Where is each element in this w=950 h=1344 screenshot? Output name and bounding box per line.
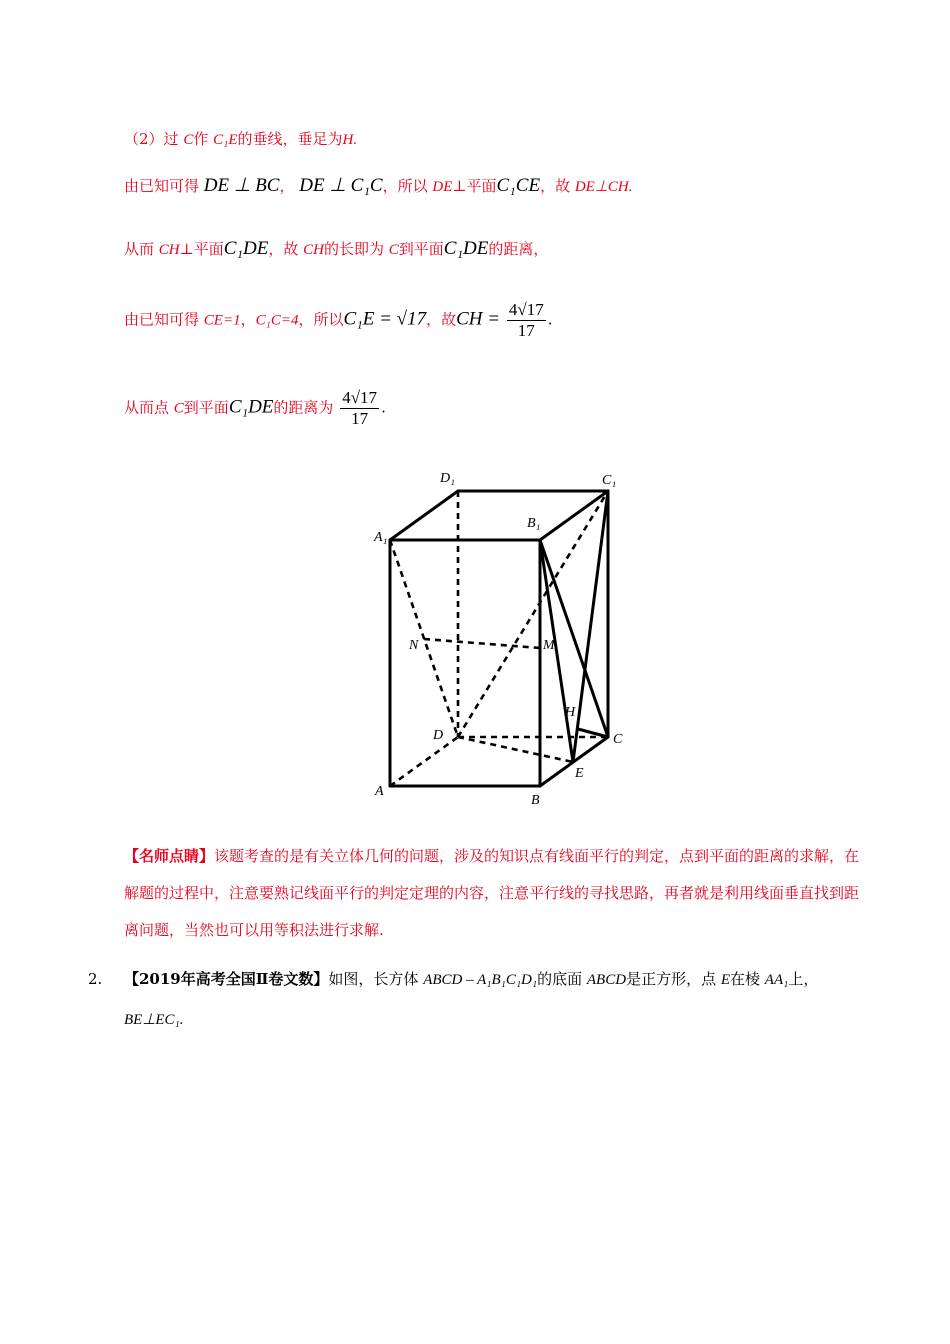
text: 作 [193, 130, 214, 148]
text: 是正方形，点 [626, 970, 721, 988]
hidden-D-E [458, 737, 573, 762]
text: 的距离， [488, 240, 549, 258]
math-expr: C₁E = √17 [343, 308, 427, 330]
label-B: B [531, 793, 540, 808]
text: 从而 [124, 240, 159, 258]
math: C₁E [213, 132, 238, 148]
solution-line-1 [124, 128, 357, 149]
math: CH [303, 242, 324, 258]
label-N: N [409, 638, 419, 653]
text: . [381, 398, 386, 417]
math-expr: DE ⊥ BC [203, 175, 280, 196]
math: E [720, 972, 731, 988]
text: 到平面 [398, 240, 444, 258]
math: C [183, 132, 194, 148]
label-H: H [565, 705, 576, 720]
problem-2-line-2 [124, 1010, 184, 1029]
math: DE [432, 179, 453, 195]
label-D1: D₁ [440, 471, 455, 486]
teacher-comment [124, 838, 864, 949]
hidden-edge-A-D [390, 737, 458, 786]
math: H. [342, 132, 358, 148]
label-A: A [375, 784, 384, 799]
text: ， [240, 310, 256, 329]
text: 如图，长方体 [328, 970, 424, 988]
numerator: 4√17 [508, 300, 544, 319]
text: ， [279, 177, 295, 195]
math-expr: C₁DE [223, 238, 269, 259]
text: ，故 [268, 240, 304, 258]
text: 在棱 [730, 970, 765, 988]
text: 的长即为 [323, 240, 389, 258]
label-E: E [575, 766, 584, 781]
solution-line-3 [124, 238, 548, 260]
text: 到平面 [183, 398, 229, 417]
text: 上， [788, 970, 819, 988]
text: 的垂线，垂足为 [237, 130, 343, 148]
math: C [173, 400, 184, 417]
text: ，故 [426, 310, 457, 329]
edge-A1-D1 [390, 491, 458, 540]
label-A1: A₁ [374, 530, 388, 545]
math: C [388, 242, 399, 258]
solution-line-4 [124, 300, 553, 341]
solution-line-2 [124, 174, 633, 197]
math: ABCD – A₁B₁C₁D₁ [423, 972, 538, 988]
math-expr: C₁DE [228, 396, 274, 418]
math-expr: DE ⊥ C₁C [299, 175, 383, 196]
label-M: M [543, 638, 555, 653]
text: （2）过 [124, 130, 184, 148]
math: DE⊥CH. [574, 179, 633, 195]
text: ，故 [540, 177, 575, 195]
problem-number: 2. [88, 970, 103, 988]
math-expr: C₁CE [496, 175, 541, 196]
math: CH [158, 242, 180, 258]
problem-2-line-1 [88, 968, 818, 989]
math-expr: C₁DE [443, 238, 489, 259]
math: CE=1 [203, 312, 241, 329]
comment-text: 该题考查的是有关立体几何的问题，涉及的知识点有线面平行的判定，点到平面的距离的求解，在解题的过程中，注意要熟记线面平行的判定定理的内容，注意平行线的寻找思路，再者就是利用线面垂直找到距离问题，当然也可以用等积法进行求解. [124, 847, 860, 939]
denominator: 17 [351, 409, 369, 428]
label-C: C [613, 732, 623, 747]
math: AA₁ [764, 972, 789, 988]
fraction [507, 300, 546, 341]
problem-source: 【2019年高考全国Ⅱ卷文数】 [124, 970, 329, 988]
text: ，所以 [298, 310, 344, 329]
comment-tag: 【名师点睛】 [124, 847, 215, 865]
text: 由已知可得 [124, 177, 200, 195]
hidden-A1-D [390, 540, 458, 737]
solution-line-5 [124, 388, 386, 429]
cuboid-figure [360, 462, 660, 812]
math: ABCD [586, 972, 627, 988]
math: C₁C=4 [255, 312, 299, 329]
text: ，所以 [382, 177, 433, 195]
fraction [340, 388, 379, 429]
text: 从而点 [124, 398, 174, 417]
hidden-N-M [424, 639, 540, 648]
text: 的距离为 [273, 398, 334, 417]
label-B1: B₁ [527, 516, 541, 531]
math-expr: CH = [456, 308, 501, 330]
edge-B1-C1 [540, 491, 608, 540]
text: ⊥平面 [179, 240, 224, 258]
numerator: 4√17 [342, 388, 378, 407]
label-C1: C₁ [602, 473, 617, 488]
label-D: D [433, 728, 444, 743]
text: 由已知可得 [124, 310, 204, 329]
math: BE⊥EC₁. [124, 1012, 184, 1028]
text: 的底面 [537, 970, 587, 988]
denominator: 17 [517, 321, 535, 340]
text: . [547, 310, 553, 329]
text: ⊥平面 [452, 177, 497, 195]
